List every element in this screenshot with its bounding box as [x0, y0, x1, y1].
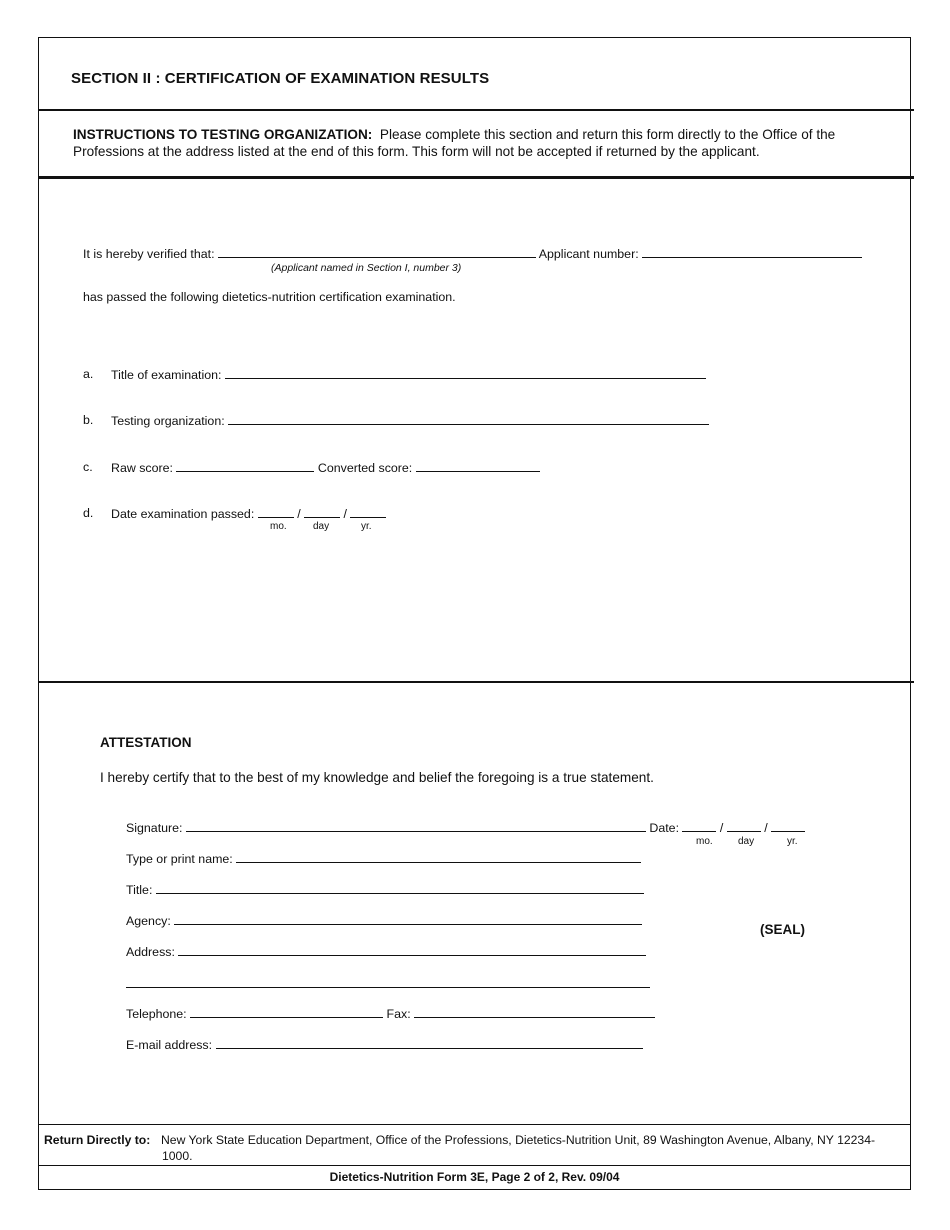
title-label: Title:: [126, 883, 153, 897]
phone-row: [126, 1006, 655, 1021]
item-d-letter: d.: [83, 506, 94, 520]
signature-field[interactable]: [186, 820, 646, 832]
item-b-letter: b.: [83, 413, 94, 427]
return-address: [161, 1132, 875, 1164]
verified-label: It is hereby verified that:: [83, 247, 215, 261]
telephone-label: Telephone:: [126, 1007, 187, 1021]
name-row: [126, 851, 641, 866]
testing-org-label: Testing organization:: [111, 414, 225, 428]
date-passed-day-field[interactable]: [304, 506, 340, 518]
address-field-line2[interactable]: [126, 987, 650, 988]
address-field[interactable]: [178, 944, 646, 956]
attest-mo-caption: mo.: [696, 836, 713, 847]
item-c-letter: c.: [83, 460, 93, 474]
return-address-line1: New York State Education Department, Office of the Professions, Dietetics-Nutrition Unit, 89 Washington Avenue, Albany, NY 12234-: [161, 1133, 876, 1147]
title-field[interactable]: [156, 882, 644, 894]
passed-text: has passed the following dietetics-nutrition certification examination.: [83, 290, 456, 304]
print-name-label: Type or print name:: [126, 852, 233, 866]
date-passed-day-caption: day: [313, 521, 330, 532]
section-title: SECTION II : CERTIFICATION OF EXAMINATION RESULTS: [71, 70, 490, 87]
seal-placeholder: (SEAL): [760, 922, 805, 937]
date-slash: /: [764, 821, 768, 835]
attestation-heading: ATTESTATION: [100, 735, 192, 750]
raw-score-label: Raw score:: [111, 461, 173, 475]
item-b-row: [111, 413, 709, 428]
telephone-field[interactable]: [190, 1006, 383, 1018]
instructions: [73, 126, 873, 160]
divider-attestation: [38, 681, 914, 683]
date-passed-month-field[interactable]: [258, 506, 294, 518]
fax-field[interactable]: [414, 1006, 655, 1018]
exam-title-field[interactable]: [225, 367, 706, 379]
form-identifier: Dietetics-Nutrition Form 3E, Page 2 of 2, Rev. 09/04: [329, 1170, 620, 1184]
email-label: E-mail address:: [126, 1038, 213, 1052]
applicant-name-field[interactable]: [218, 246, 536, 258]
testing-org-field[interactable]: [228, 413, 709, 425]
email-row: [126, 1037, 643, 1052]
converted-score-label: Converted score:: [317, 461, 413, 475]
attestation-statement: I hereby certify that to the best of my knowledge and belief the foregoing is a true statement.: [100, 770, 654, 785]
date-passed-year-field[interactable]: [350, 506, 386, 518]
signature-label: Signature:: [126, 821, 183, 835]
item-d-row: [111, 506, 386, 521]
address-row: [126, 944, 646, 959]
instructions-label: INSTRUCTIONS TO TESTING ORGANIZATION:: [73, 127, 373, 142]
date-passed-label: Date examination passed:: [111, 507, 255, 521]
signature-row: [126, 820, 805, 835]
converted-score-field[interactable]: [416, 460, 540, 472]
raw-score-field[interactable]: [176, 460, 314, 472]
verified-row: [83, 246, 862, 261]
item-c-row: [111, 460, 540, 475]
date-slash: /: [719, 821, 724, 835]
date-slash: /: [297, 507, 301, 521]
attest-year-field[interactable]: [771, 820, 805, 832]
applicant-number-field[interactable]: [642, 246, 862, 258]
instructions-text: Please complete this section and return this form directly to the Office of the Professions at the address listed at the end of this form. This form will not be accepted if returned by the applicant.: [73, 127, 836, 159]
applicant-number-label: Applicant number:: [538, 247, 639, 261]
return-label: Return Directly to:: [44, 1133, 151, 1147]
date-slash: /: [343, 507, 347, 521]
attest-yr-caption: yr.: [787, 836, 798, 847]
address-label: Address:: [126, 945, 175, 959]
return-address-line2: 1000.: [162, 1149, 193, 1163]
fax-label: Fax:: [386, 1007, 411, 1021]
date-passed-mo-caption: mo.: [270, 521, 287, 532]
attest-month-field[interactable]: [682, 820, 716, 832]
attest-day-field[interactable]: [727, 820, 761, 832]
attest-day-caption: day: [738, 836, 755, 847]
title-row: [126, 882, 644, 897]
print-name-field[interactable]: [236, 851, 641, 863]
divider-instructions: [38, 176, 914, 179]
applicant-note: (Applicant named in Section I, number 3): [271, 262, 462, 274]
agency-label: Agency:: [126, 914, 171, 928]
item-a-row: [111, 367, 706, 382]
divider-title: [38, 109, 914, 111]
date-passed-yr-caption: yr.: [361, 521, 372, 532]
item-a-letter: a.: [83, 367, 94, 381]
email-field[interactable]: [216, 1037, 643, 1049]
attest-date-label: Date:: [649, 821, 680, 835]
agency-field[interactable]: [174, 913, 642, 925]
agency-row: [126, 913, 642, 928]
exam-title-label: Title of examination:: [111, 368, 222, 382]
